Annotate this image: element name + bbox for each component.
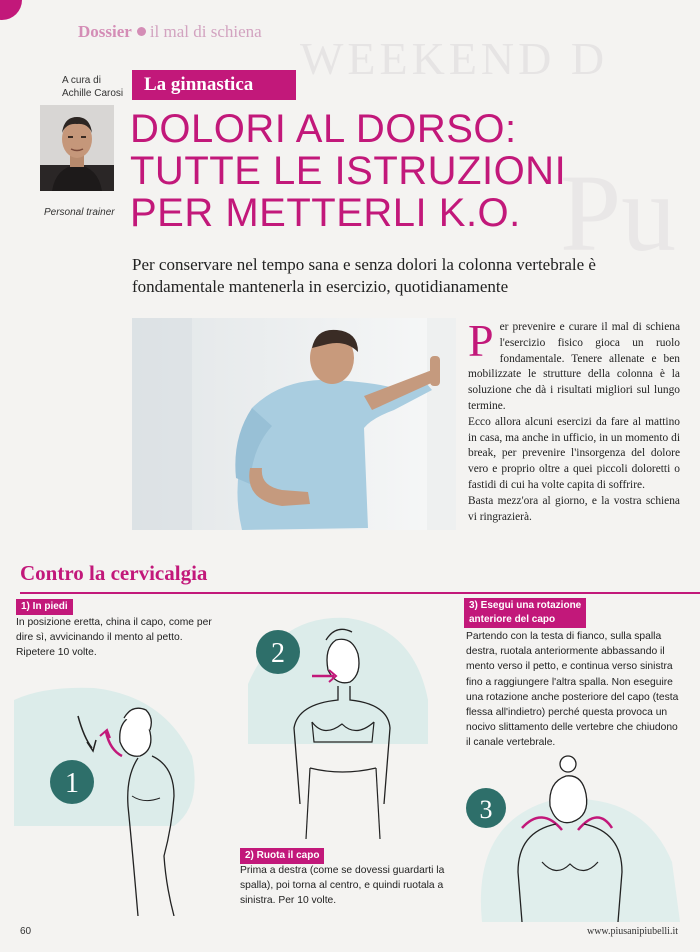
step-3-label [464, 598, 586, 628]
website-url: www.piusanipiubelli.it [586, 926, 678, 937]
step-3-text: Partendo con la testa di fianco, sulla spalla destra, ruotala anteriormente abbassando il mento verso il petto, e continua verso sinistra fino a raggiungere l'altra spalla. Non eseguire una rotazione anche posteriore del capo (testa flessa all'indietro) perché questa provoca un nocivo slittamento delle vertebre che chiudono il canale vertebrale. [466, 631, 679, 749]
author-credit [62, 74, 123, 100]
step-number-2: 2 [271, 638, 285, 669]
body-paragraph: Basta mezz'ora al giorno, e la vostra schiena vi ringrazierà. [468, 494, 680, 523]
article-title [130, 108, 566, 234]
body-paragraph: Ecco allora alcuni esercizi da fare al mattino in casa, ma anche in ufficio, in un momento di break, per prevenire l'insorgenza del dolore vero e proprio oltre a quei piccoli doloretti o fastidi di cui ha volte capita di soffrire. [468, 415, 680, 491]
author-name: Achille Carosi [62, 88, 124, 99]
article-body [468, 315, 680, 525]
step-1-label: 1) In piedi [16, 599, 73, 615]
show-through-text-large: Pu [560, 152, 677, 274]
author-role: Personal trainer [44, 207, 115, 218]
hero-photo-back-pain [132, 318, 456, 530]
exercise-2-illustration [238, 604, 438, 844]
title-line: DOLORI AL DORSO: [130, 107, 517, 151]
bullet-icon [137, 27, 146, 36]
exercise-3-illustration [452, 742, 680, 922]
page-number: 60 [20, 926, 32, 937]
header-section: Dossier [78, 22, 132, 41]
title-line: PER METTERLI K.O. [130, 191, 521, 235]
kicker-label: La ginnastica [132, 70, 296, 100]
exercise-1-illustration [14, 676, 214, 916]
step-1-text: In posizione eretta, china il capo, come per dire sì, avvicinando il mento al petto. Ripetere 10 volte. [16, 617, 212, 658]
header-topic: il mal di schiena [149, 22, 262, 41]
step-2-label: 2) Ruota il capo [240, 848, 324, 864]
step-number-3: 3 [479, 795, 493, 824]
step-3-label-line: anteriore del capo [469, 614, 556, 625]
section-title: Contro la cervicalgia [20, 561, 208, 585]
step-2-text: Prima a destra (come se dovessi guardarti la spalla), poi torna al centro, e quindi ruotala a sinistra. Per 10 volte. [240, 865, 445, 906]
drop-cap: P [468, 315, 494, 366]
title-line: TUTTE LE ISTRUZIONI [130, 149, 567, 193]
step-number-1: 1 [65, 768, 79, 799]
running-header [78, 22, 262, 42]
author-portrait [40, 105, 114, 191]
body-paragraph: er prevenire e curare il mal di schiena l'esercizio fisico gioca un ruolo fondamentale. Tenere allenate e ben mobilizzate le strutture della colonna è la soluzione che dà i risultati migliori sul lungo termine. [468, 321, 680, 412]
step-3-label-line: 3) Esegui una rotazione [469, 600, 582, 611]
curated-by-label: A cura di [62, 75, 101, 86]
corner-tab [0, 0, 22, 20]
show-through-text: WEEKEND D [300, 33, 609, 84]
section-divider [20, 592, 700, 594]
article-subtitle: Per conservare nel tempo sana e senza dolori la colonna vertebrale è fondamentale mantenerla in esercizio, quotidianamente [132, 255, 596, 296]
